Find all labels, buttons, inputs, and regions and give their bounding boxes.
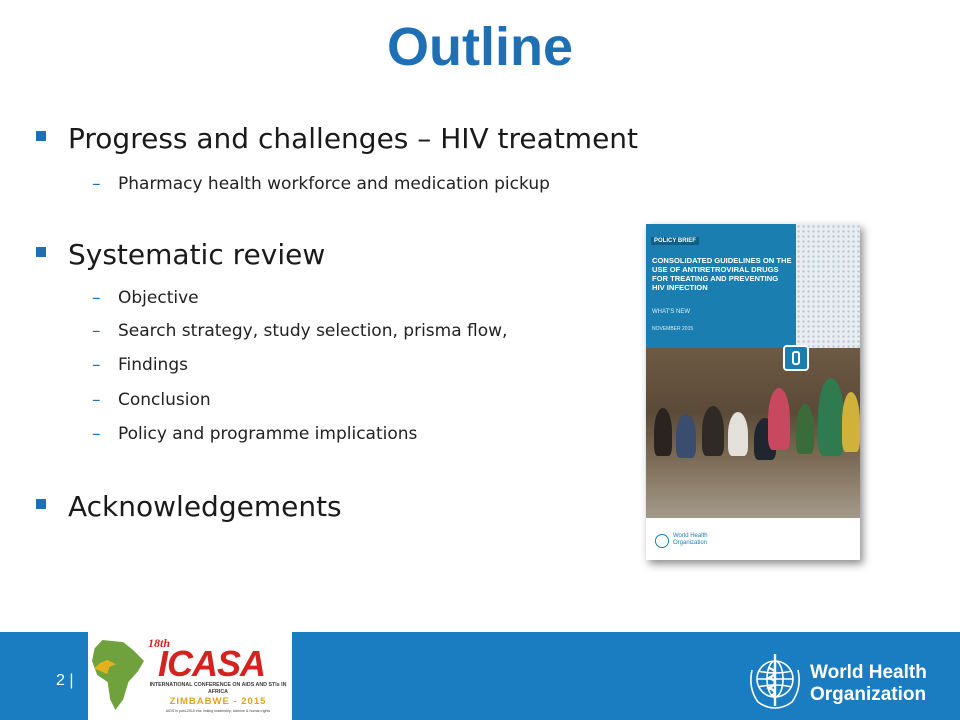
icasa-logo bbox=[88, 632, 292, 720]
policy-brief-cover bbox=[646, 224, 860, 560]
slide-title: Outline bbox=[387, 17, 573, 77]
section-label: Progress and challenges – HIV treatment bbox=[68, 122, 639, 155]
bullet-square-icon bbox=[36, 499, 46, 509]
icasa-tagline: AIDS in post-2015 era: linking leadership, science & human rights bbox=[165, 709, 271, 713]
icasa-wordmark: ICASA bbox=[158, 643, 266, 684]
dash-marker: – bbox=[92, 288, 101, 308]
who-emblem-icon bbox=[655, 534, 669, 548]
sub-item bbox=[92, 354, 188, 376]
pill-icon bbox=[783, 345, 809, 371]
cover-subheading: WHAT'S NEW bbox=[652, 309, 691, 315]
cover-publisher-line1: World Health bbox=[673, 533, 708, 539]
sub-item-label: Findings bbox=[118, 355, 188, 375]
sub-item-label: Pharmacy health workforce and medication pickup bbox=[118, 174, 550, 194]
who-line1: World Health bbox=[810, 662, 927, 683]
cover-photo bbox=[646, 348, 860, 518]
africa-map-icon bbox=[92, 640, 144, 710]
sub-item-label: Conclusion bbox=[118, 390, 211, 410]
sub-item-label: Search strategy, study selection, prisma flow, bbox=[118, 321, 508, 341]
section-systematic-review bbox=[36, 237, 325, 273]
section-label: Acknowledgements bbox=[68, 490, 342, 523]
icasa-location: ZIMBABWE - 2015 bbox=[169, 696, 267, 707]
who-line2: Organization bbox=[810, 684, 927, 705]
cover-publisher-line2: Organization bbox=[673, 540, 708, 546]
cover-tag: POLICY BRIEF bbox=[651, 237, 699, 245]
cover-date: NOVEMBER 2015 bbox=[652, 326, 694, 332]
sub-item bbox=[92, 389, 211, 411]
dash-marker: – bbox=[92, 355, 101, 375]
section-label: Systematic review bbox=[68, 238, 326, 271]
section-progress bbox=[36, 121, 638, 157]
sub-item-label: Objective bbox=[118, 288, 199, 308]
who-emblem-icon bbox=[744, 650, 806, 712]
footer-banner bbox=[0, 632, 960, 720]
sub-item bbox=[92, 173, 550, 195]
cover-footer bbox=[646, 518, 860, 560]
icasa-edition: 18th bbox=[148, 636, 171, 650]
sub-item-label: Policy and programme implications bbox=[118, 424, 418, 444]
cover-publisher bbox=[673, 533, 708, 547]
cover-heading: CONSOLIDATED GUIDELINES ON THE USE OF ANTIRETROVIRAL DRUGS FOR TREATING AND PREVENTING HIV INFECTION bbox=[652, 256, 792, 292]
sub-item bbox=[92, 423, 417, 445]
sub-item bbox=[92, 320, 507, 342]
bullet-square-icon bbox=[36, 247, 46, 257]
sub-item bbox=[92, 287, 199, 309]
icasa-conference: INTERNATIONAL CONFERENCE ON AIDS AND STIs IN AFRICA bbox=[149, 682, 287, 695]
cover-title-panel bbox=[646, 224, 796, 348]
page-number: 2 | bbox=[56, 672, 74, 689]
section-acknowledgements bbox=[36, 489, 342, 525]
dash-marker: – bbox=[92, 390, 101, 410]
dash-marker: – bbox=[92, 321, 101, 341]
dash-marker: – bbox=[92, 174, 101, 194]
who-wordmark bbox=[810, 662, 927, 706]
dash-marker: – bbox=[92, 424, 101, 444]
bullet-square-icon bbox=[36, 131, 46, 141]
